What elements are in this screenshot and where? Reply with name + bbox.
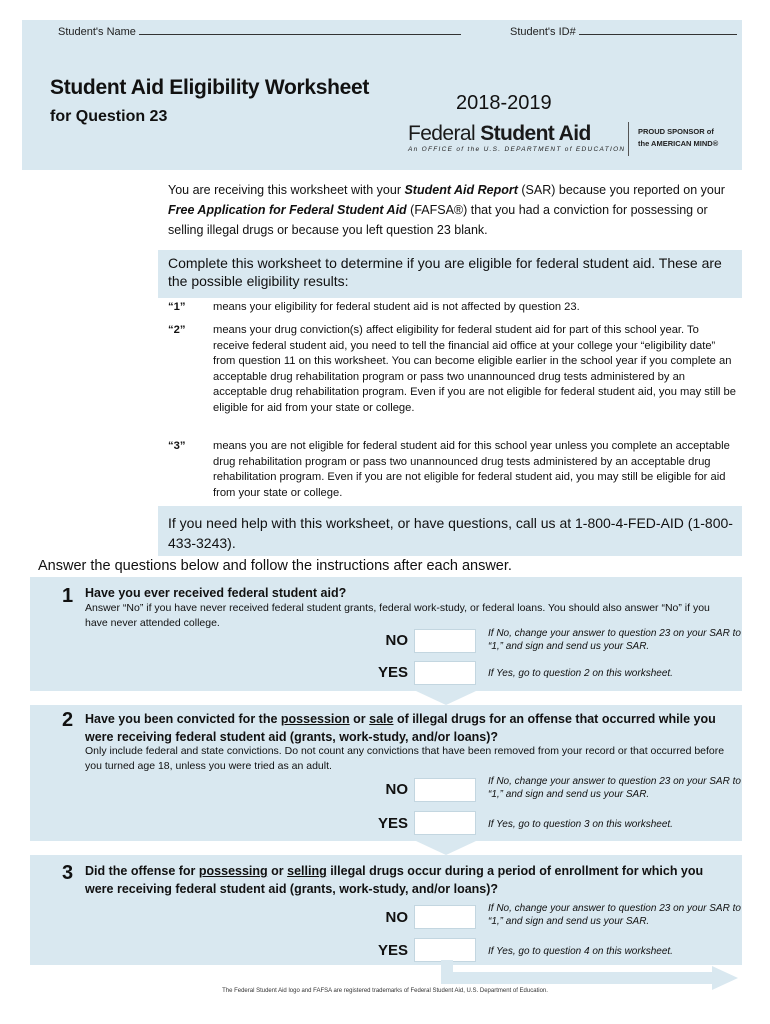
question-number: 1: [62, 585, 74, 607]
question-number: 2: [62, 709, 74, 731]
yes-label: YES: [377, 815, 408, 832]
result-text: means your eligibility for federal student aid is not affected by question 23.: [213, 301, 580, 313]
result-text: means your drug conviction(s) affect eligibility for federal student aid for part of this school year. To receive federal student aid, you need to tell the financial aid office at your college your “eligibility date” from question 11 on this worksheet. You can become eligible earlier in the school year if you complete an acceptable drug rehabilitation program or pass two unannounced drug tests administered by an acceptable drug rehabilitation program. Even if you are not eligible for federal student aid, you may still be eligible for aid from your state or college.: [213, 324, 737, 414]
logo-divider: [628, 122, 629, 156]
fsa-logo: [408, 122, 591, 146]
complete-instructions: Complete this worksheet to determine if you are eligible for federal student aid. These are the possible eligibility results:: [168, 255, 722, 289]
result-code: “3”: [168, 440, 186, 452]
q2-yes-answer-box[interactable]: [414, 811, 476, 835]
answer-instructions: Answer the questions below and follow the instructions after each answer.: [38, 558, 512, 574]
yes-label: YES: [377, 664, 408, 681]
flow-arrow-icon: [416, 841, 476, 855]
q1-no-answer-box[interactable]: [414, 629, 476, 653]
q3-no-answer-box[interactable]: [414, 905, 476, 929]
possessing-term: possessing: [198, 864, 268, 878]
logo-text-bold: Student Aid: [480, 122, 591, 145]
student-name-input[interactable]: [139, 25, 461, 35]
logo-subtitle: An OFFICE of the U.S. DEPARTMENT of EDUCATION: [408, 146, 626, 153]
yes-instruction: If Yes, go to question 4 on this worksheet.: [488, 946, 673, 957]
possession-term: possession: [280, 712, 350, 726]
sale-term: sale: [369, 712, 394, 726]
question-number: 3: [62, 862, 74, 884]
sponsor-line-2: the AMERICAN MIND®: [638, 139, 719, 148]
flow-arrow-bar: [441, 972, 713, 984]
q1-yes-answer-box[interactable]: [414, 661, 476, 685]
worksheet-title: Student Aid Eligibility Worksheet: [50, 76, 370, 99]
no-label: NO: [385, 632, 408, 649]
student-id-input[interactable]: [579, 25, 737, 35]
yes-instruction: If Yes, go to question 2 on this worksheet.: [488, 668, 673, 679]
result-code: “1”: [168, 301, 186, 313]
award-year: 2018-2019: [456, 92, 552, 114]
result-text: means you are not eligible for federal student aid for this school year unless you complete an acceptable drug rehabilitation program or pass two unannounced drug tests administered by an acceptable drug rehabilitation program. Even if you are not eligible for federal student aid, you may still be eligible for aid from your state or college.: [213, 440, 730, 499]
no-instruction: If No, change your answer to question 23 on your SAR to “1,” and sign and send us your SAR.: [488, 903, 741, 927]
question-title: Have you been convicted for the possession or sale of illegal drugs for an offense that occurred while you were receiving federal student aid (grants, work-study, and/or loans)?: [85, 712, 716, 744]
no-label: NO: [385, 781, 408, 798]
sponsor-line-1: PROUD SPONSOR of: [638, 127, 714, 136]
q2-no-answer-box[interactable]: [414, 778, 476, 802]
student-id-field: [510, 25, 737, 38]
yes-instruction: If Yes, go to question 3 on this worksheet.: [488, 819, 673, 830]
intro-text: You are receiving this worksheet with your Student Aid Report (SAR) because you reported on your Free Application for Federal Student Aid (FAFSA®) that you had a conviction for possessing or selling illegal drugs or because you left question 23 blank.: [168, 183, 725, 237]
arrow-right-icon: [712, 966, 738, 990]
student-id-label: Student's ID#: [510, 26, 576, 38]
worksheet-subtitle: for Question 23: [50, 108, 168, 125]
no-instruction: If No, change your answer to question 23 on your SAR to “1,” and sign and send us your SAR.: [488, 628, 741, 652]
flow-arrow-icon: [416, 691, 476, 705]
selling-term: selling: [287, 864, 327, 878]
fafsa-term: Free Application for Federal Student Aid: [168, 203, 407, 217]
logo-text-light: Federal: [408, 122, 481, 145]
question-note: Only include federal and state convictions. Do not count any convictions that have been removed from your record or that occurred before you turned age 18, unless you were tried as an adult.: [85, 745, 725, 772]
question-note: Answer “No” if you have never received federal student grants, federal work-study, or federal loans. You should also answer “No” if you have never attended college.: [85, 602, 710, 629]
sponsor-tagline: [638, 126, 748, 150]
question-title: Have you ever received federal student aid?: [85, 586, 347, 600]
help-contact: If you need help with this worksheet, or have questions, call us at 1-800-4-FED-AID (1-800-433-3243).: [168, 515, 733, 551]
no-instruction: If No, change your answer to question 23 on your SAR to “1,” and sign and send us your SAR.: [488, 776, 741, 800]
sar-term: Student Aid Report: [404, 183, 518, 197]
result-code: “2”: [168, 324, 186, 336]
no-label: NO: [385, 909, 408, 926]
question-title: Did the offense for possessing or selling illegal drugs occur during a period of enrollment for which you were receiving federal student aid (grants, work-study, and/or loans)?: [85, 864, 704, 896]
student-name-field: [58, 25, 461, 38]
q3-yes-answer-box[interactable]: [414, 938, 476, 962]
yes-label: YES: [377, 942, 408, 959]
student-name-label: Student's Name: [58, 26, 136, 38]
trademark-footer: The Federal Student Aid logo and FAFSA are registered trademarks of Federal Student Aid, U.S. Department of Education.: [222, 988, 548, 994]
